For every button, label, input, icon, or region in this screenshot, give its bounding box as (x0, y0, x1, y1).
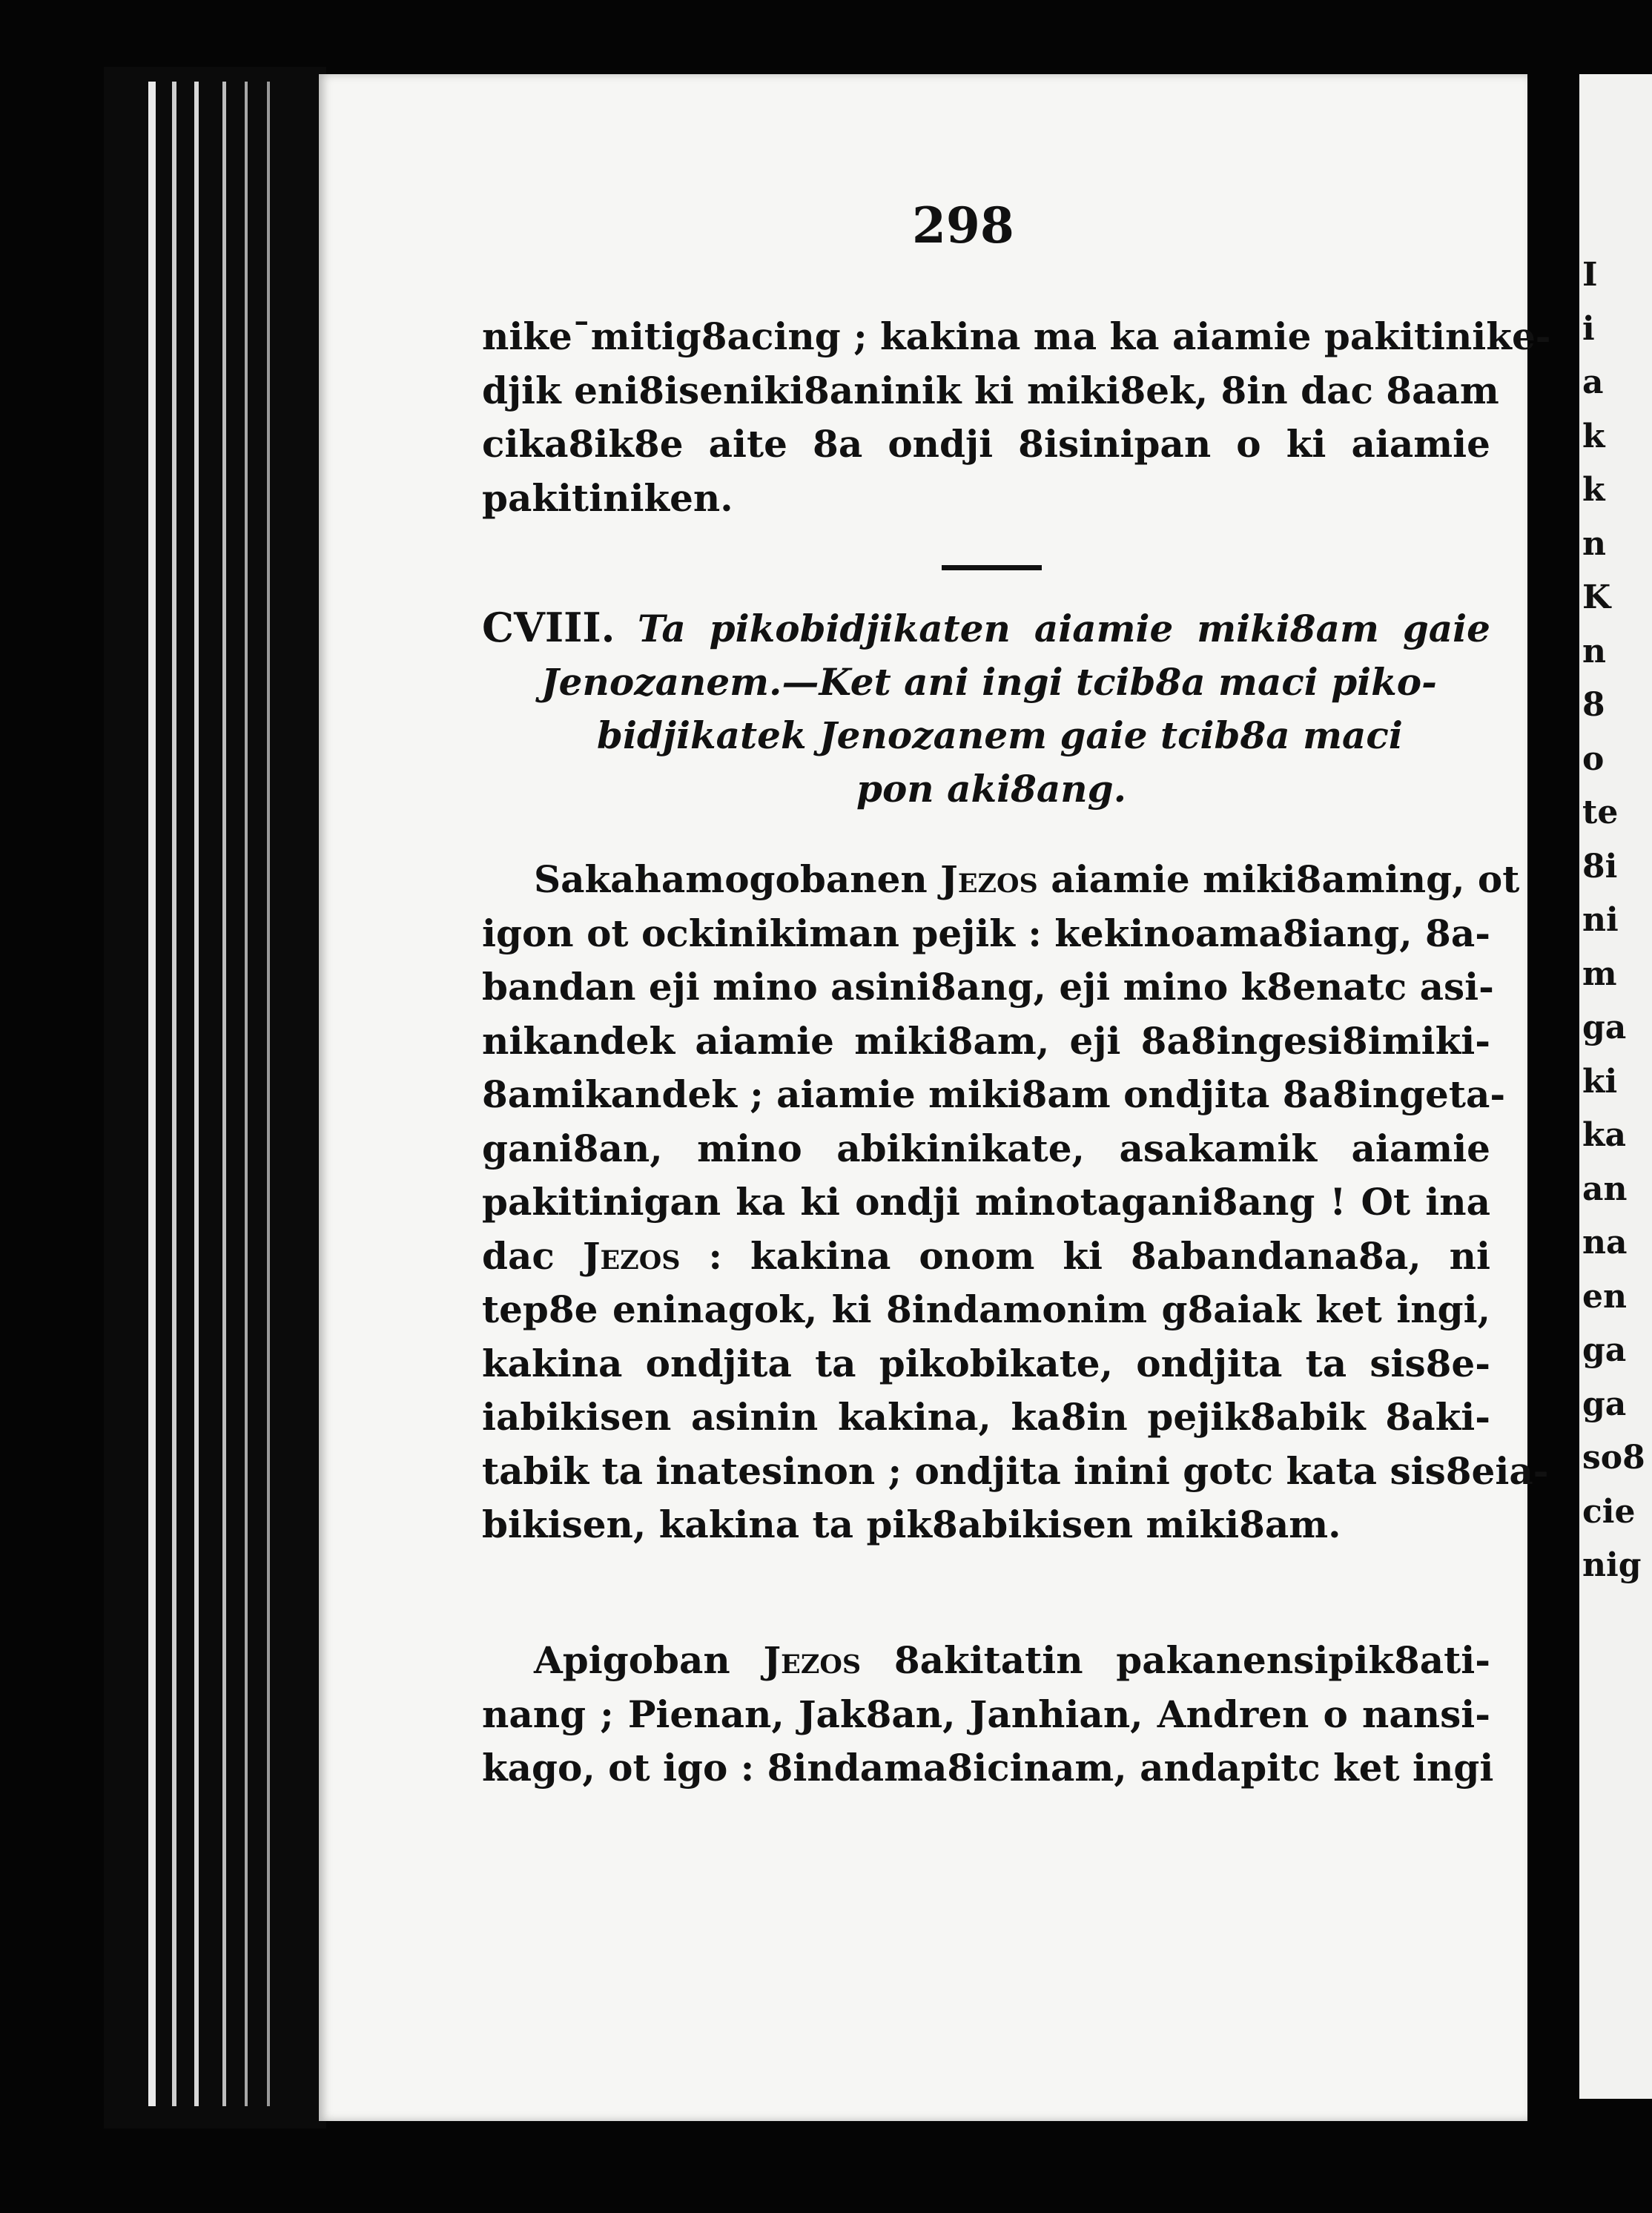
facing-page-fragment (1579, 74, 1652, 2099)
facing-page-text: ga (1582, 1385, 1627, 1423)
facing-page-text: n (1582, 524, 1606, 563)
facing-page-text: m (1582, 954, 1617, 993)
facing-page-text: nig (1582, 1546, 1642, 1584)
facing-page-text: n (1582, 632, 1606, 670)
facing-page-text: k (1582, 417, 1605, 455)
section-title-line: Ta pikobidjikaten aiamie miki8am gaie (637, 607, 1490, 650)
text-line (482, 907, 1490, 961)
text-run: Apigoban (534, 1638, 764, 1682)
small-caps-name: Jezos (763, 1638, 862, 1682)
facing-page-text: ki (1582, 1062, 1618, 1101)
text-line (482, 1741, 1494, 1795)
text-line (482, 1175, 1490, 1230)
section-title-line: Jenozanem.—Ket ani ingi tcib8a maci piko- (541, 660, 1437, 704)
page-edge-line (194, 82, 199, 2106)
text-line (482, 960, 1494, 1015)
facing-page-text: na (1582, 1224, 1628, 1261)
facing-page-text: ga (1582, 1009, 1627, 1046)
page-number: 298 (912, 197, 1014, 254)
facing-page-text: ka (1582, 1116, 1626, 1154)
text-line (482, 1445, 1549, 1499)
small-caps-name: Jezos (582, 1233, 681, 1278)
text-line (482, 1068, 1506, 1122)
facing-page-text: en (1582, 1277, 1627, 1316)
text-run: tabik ta inatesinon ; ondjita inini gotc kata sis8eia- (482, 1448, 1549, 1493)
facing-page-text: 8i (1582, 847, 1618, 885)
text-run: aiamie miki8aming, ot (1037, 857, 1520, 901)
text-run: nikandek aiamie miki8am, eji 8a8ingesi8imiki- (482, 1018, 1490, 1063)
text-run: pakitinigan ka ki ondji minotagani8ang ! Ot ina (482, 1180, 1490, 1224)
facing-page-text: an (1582, 1170, 1628, 1208)
text-run: igon ot ockinikiman pejik : kekinoama8iang, 8a- (482, 911, 1490, 955)
page-edge-line (222, 82, 226, 2106)
text-run: : kakina onom ki 8abandana8a, ni (680, 1233, 1490, 1278)
text-run: 8amikandek ; aiamie miki8am ondjita 8a8ingeta- (482, 1072, 1506, 1116)
text-line (482, 1337, 1490, 1391)
body-paragraph-3 (482, 1634, 1494, 1795)
page-edge-line (245, 82, 248, 2106)
text-run: Sakahamogobanen (534, 857, 941, 901)
facing-page-text: so8 (1582, 1439, 1645, 1477)
text-line (482, 1634, 1490, 1688)
body-paragraph-2 (482, 853, 1549, 1552)
text-line (482, 1688, 1490, 1742)
text-run: kakina ondjita ta pikobikate, ondjita ta sis8e- (482, 1341, 1490, 1385)
section-heading (482, 601, 1490, 816)
text-line (482, 853, 1520, 907)
section-numeral: CVIII. (482, 604, 615, 651)
text-run: tep8e eninagok, ki 8indamonim g8aiak ket ingi, (482, 1287, 1490, 1331)
text-line (482, 1122, 1490, 1176)
text-line (482, 1015, 1490, 1069)
text-line (482, 1230, 1490, 1284)
section-title-line: bidjikatek Jenozanem gaie tcib8a maci (597, 713, 1403, 757)
text-line: pakitiniken. (482, 475, 733, 520)
facing-page-text: k (1582, 471, 1605, 509)
small-caps-name: Jezos (940, 857, 1038, 901)
facing-page-text: o (1582, 739, 1605, 778)
page-edge-line (267, 82, 270, 2106)
text-line (482, 1391, 1490, 1445)
facing-page-text: ni (1582, 901, 1619, 939)
facing-page-text: i (1582, 309, 1595, 348)
text-line: cika8ik8e aite 8a ondji 8isinipan o ki aiamie (482, 422, 1490, 466)
text-line (482, 1498, 1490, 1552)
facing-page-text: K (1582, 578, 1611, 616)
text-run: nang ; Pienan, Jak8an, Janhian, Andren o nansi- (482, 1692, 1490, 1736)
facing-page-text: cie (1582, 1492, 1636, 1531)
facing-page-text: 8 (1582, 686, 1605, 724)
text-run: dac (482, 1233, 583, 1278)
facing-page-text: ga (1582, 1331, 1627, 1369)
section-divider (942, 565, 1042, 570)
text-line: djik eni8iseniki8aninik ki miki8ek, 8in dac 8aam (482, 368, 1499, 412)
text-run: 8akitatin pakanensipik8ati- (861, 1638, 1490, 1682)
facing-page-text: I (1582, 256, 1598, 294)
text-line: nikeˉmitig8acing ; kakina ma ka aiamie pakitinike- (482, 314, 1551, 358)
text-run: kago, ot igo : 8indama8icinam, andapitc ket ingi (482, 1746, 1494, 1790)
page-edge-line (172, 82, 176, 2106)
text-run: gani8an, mino abikinikate, asakamik aiamie (482, 1126, 1490, 1170)
text-run: bandan eji mino asini8ang, eji mino k8enatc asi- (482, 965, 1494, 1009)
top-paragraph (482, 310, 1551, 525)
facing-page-text: a (1582, 363, 1604, 401)
text-run: iabikisen asinin kakina, ka8in pejik8abik 8aki- (482, 1395, 1490, 1439)
text-line (482, 1283, 1490, 1337)
page-edge-line (148, 82, 156, 2106)
heading-line (482, 601, 1490, 656)
text-run: bikisen, kakina ta pik8abikisen miki8am. (482, 1503, 1341, 1546)
facing-page-text: te (1582, 794, 1619, 831)
section-title-line: pon aki8ang. (856, 767, 1127, 811)
book-page-edges (104, 67, 326, 2128)
